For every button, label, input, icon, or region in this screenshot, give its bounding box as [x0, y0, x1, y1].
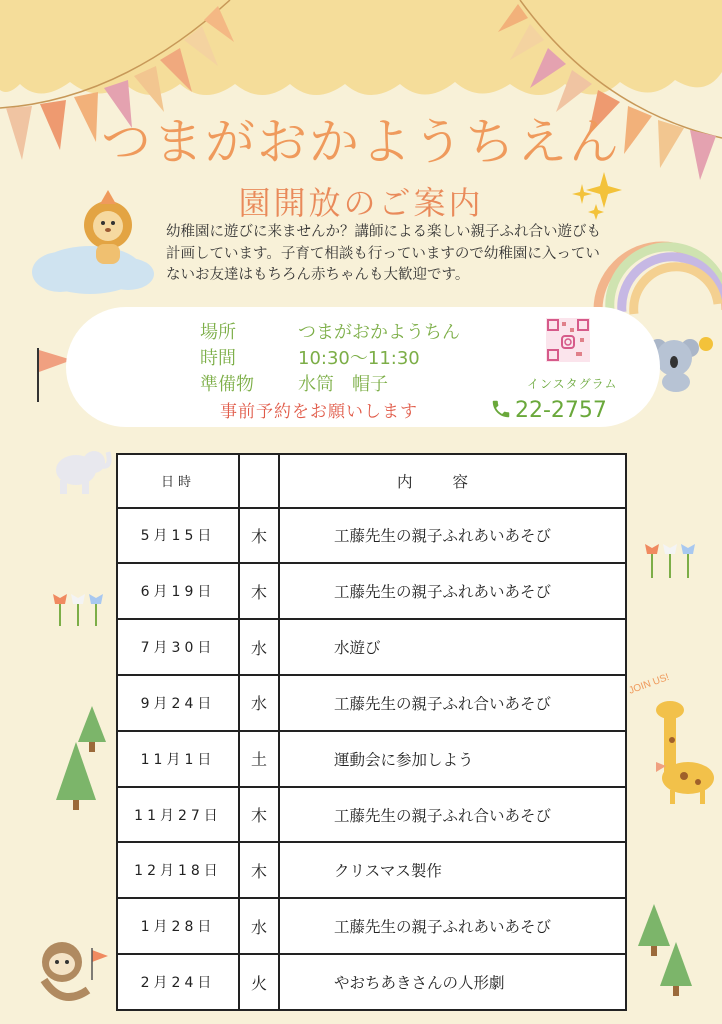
- phone-icon: [490, 398, 512, 420]
- time-label: 時間: [200, 348, 236, 369]
- row-day: 木: [239, 563, 279, 619]
- phone-text: 22-2757: [515, 398, 607, 423]
- time-value: 10:30～11:30: [298, 348, 420, 369]
- row-content: 工藤先生の親子ふれあいあそび: [279, 508, 626, 564]
- row-day: 木: [239, 842, 279, 898]
- row-date: 11月1日: [117, 731, 239, 787]
- trees-right: [638, 904, 692, 996]
- header-date: 日時: [117, 454, 239, 508]
- row-day: 水: [239, 675, 279, 731]
- row-date: 6月19日: [117, 563, 239, 619]
- table-row: [117, 731, 626, 787]
- table-row: [117, 508, 626, 564]
- table-row: [117, 675, 626, 731]
- place-value: つまがおかようちん: [298, 322, 460, 343]
- row-content: 工藤先生の親子ふれ合いあそび: [279, 787, 626, 843]
- rainbow: [598, 246, 722, 314]
- row-content: クリスマス製作: [279, 842, 626, 898]
- row-date: 7月30日: [117, 619, 239, 675]
- instagram-label: インスタグラム: [527, 377, 618, 391]
- row-day: 木: [239, 787, 279, 843]
- join-us-text: JOIN US!: [627, 671, 671, 697]
- row-day: 水: [239, 619, 279, 675]
- row-content: 工藤先生の親子ふれ合いあそび: [279, 675, 626, 731]
- schedule-table: [116, 453, 627, 1011]
- table-row: [117, 954, 626, 1010]
- tulips-left: [53, 594, 103, 626]
- page-subtitle: 園開放のご案内: [238, 184, 484, 222]
- table-row: [117, 787, 626, 843]
- table-row: [117, 619, 626, 675]
- row-content: 運動会に参加しよう: [279, 731, 626, 787]
- tulips-right: [645, 544, 695, 578]
- sloth: [42, 942, 108, 997]
- table-header-row: [117, 454, 626, 508]
- row-date: 1月28日: [117, 898, 239, 954]
- reservation-note: 事前予約をお願いします: [220, 402, 418, 422]
- intro-text: 幼稚園に遊びに来ませんか？講師による楽しい親子ふれ合い遊びも計画しています。子育て相談も行っていますので幼稚園に入っていないお友達はもちろん赤ちゃんも大歓迎です。: [166, 224, 601, 283]
- info-place: [200, 318, 460, 344]
- row-day: 土: [239, 731, 279, 787]
- table-row: [117, 898, 626, 954]
- row-content: 水遊び: [279, 619, 626, 675]
- row-content: 工藤先生の親子ふれあいあそび: [279, 563, 626, 619]
- row-day: 水: [239, 898, 279, 954]
- info-time: [200, 344, 420, 370]
- instagram-qr-code[interactable]: [546, 318, 590, 362]
- row-content: 工藤先生の親子ふれあいあそび: [279, 898, 626, 954]
- items-label: 準備物: [200, 374, 254, 395]
- page-title: つまがおかようちえん: [101, 113, 621, 171]
- row-date: 5月15日: [117, 508, 239, 564]
- row-content: やおちあきさんの人形劇: [279, 954, 626, 1010]
- row-date: 9月24日: [117, 675, 239, 731]
- row-day: 木: [239, 508, 279, 564]
- table-row: [117, 842, 626, 898]
- row-date: 2月24日: [117, 954, 239, 1010]
- header-content: 内容: [279, 454, 626, 508]
- phone-number[interactable]: [490, 398, 607, 423]
- place-label: 場所: [200, 322, 236, 343]
- elephant: [56, 451, 109, 494]
- table-row: [117, 563, 626, 619]
- row-date: 11月27日: [117, 787, 239, 843]
- items-value: 水筒 帽子: [298, 374, 388, 395]
- trees-left: [56, 706, 106, 810]
- row-day: 火: [239, 954, 279, 1010]
- header-day: [239, 454, 279, 508]
- row-date: 12月18日: [117, 842, 239, 898]
- giraffe: [656, 701, 714, 804]
- info-items: [200, 370, 388, 396]
